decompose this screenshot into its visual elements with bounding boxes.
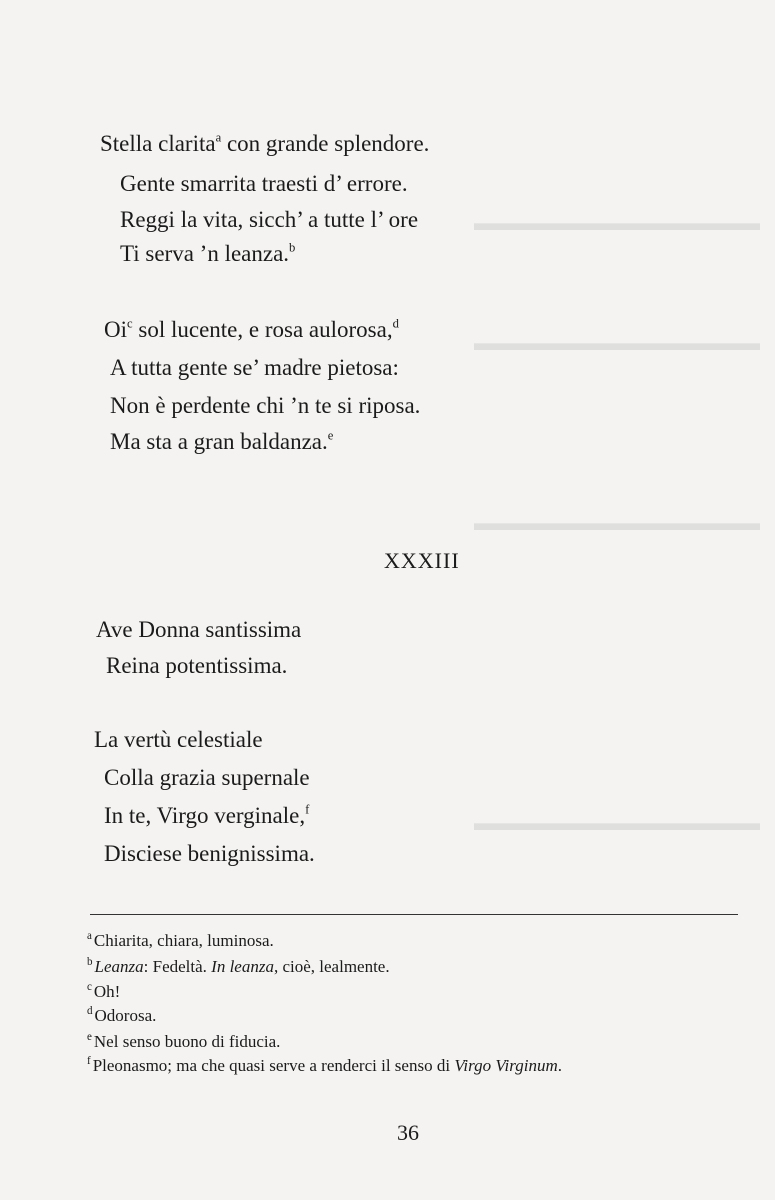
- verse-line: Oi$^c$ sol lucente, e rosa aulorosa,$^d$: [104, 316, 399, 342]
- verse-line: Ma sta a gran baldanza.$^e$: [110, 428, 334, 454]
- footnote-mark: d: [392, 316, 399, 331]
- footnote: $^f$ Pleonasmo; ma che quasi serve a renderci il senso di Virgo Virginum.: [87, 1055, 562, 1075]
- footnote-mark: f: [305, 802, 310, 817]
- bleed-through: ▬▬▬▬▬▬▬▬▬▬▬▬▬: [474, 810, 760, 835]
- bleed-through: ▬▬▬▬▬▬▬▬▬▬▬▬▬: [474, 210, 760, 235]
- verse-line: Disciese benignissima.: [104, 841, 315, 866]
- bleed-through: ▬▬▬▬▬▬▬▬▬▬▬▬▬: [474, 330, 760, 355]
- verse-line: Ave Donna santissima: [96, 617, 302, 642]
- verse-line: Colla grazia supernale: [104, 765, 310, 790]
- bleed-through: ▬▬▬▬▬▬▬▬▬▬▬▬▬: [474, 510, 760, 535]
- footnote-rule: [90, 914, 738, 915]
- footnote-mark: b: [289, 240, 296, 255]
- footnote: $^e$ Nel senso buono di fiducia.: [87, 1031, 281, 1051]
- verse-line: Reina potentissima.: [106, 653, 288, 678]
- verse-line: Reggi la vita, sicch’ a tutte l’ ore: [120, 207, 419, 232]
- footnote: $^b$ Leanza: Fedeltà. In leanza, cioè, lealmente.: [87, 956, 390, 976]
- footnote: $^a$ Chiarita, chiara, luminosa.: [87, 930, 274, 950]
- footnote: $^c$ Oh!: [87, 981, 121, 1001]
- footnote-mark: c: [127, 316, 133, 331]
- footnote-mark: e: [327, 428, 334, 443]
- footnote-mark: a: [215, 130, 222, 145]
- page-number: 36: [397, 1120, 419, 1145]
- verse-line: Ti serva ’n leanza.$^b$: [120, 240, 296, 266]
- verse-line: Non è perdente chi ’n te si riposa.: [110, 393, 421, 418]
- verse-line: Gente smarrita traesti d’ errore.: [120, 171, 408, 196]
- section-heading: XXXIII: [384, 548, 460, 573]
- verse-line: Stella clarita$^a$ con grande splendore.: [100, 130, 430, 156]
- verse-line: La vertù celestiale: [94, 727, 263, 752]
- verse-line: In te, Virgo verginale,$^f$: [104, 802, 310, 828]
- footnote: $^d$ Odorosa.: [87, 1005, 157, 1025]
- verse-line: A tutta gente se’ madre pietosa:: [110, 355, 399, 380]
